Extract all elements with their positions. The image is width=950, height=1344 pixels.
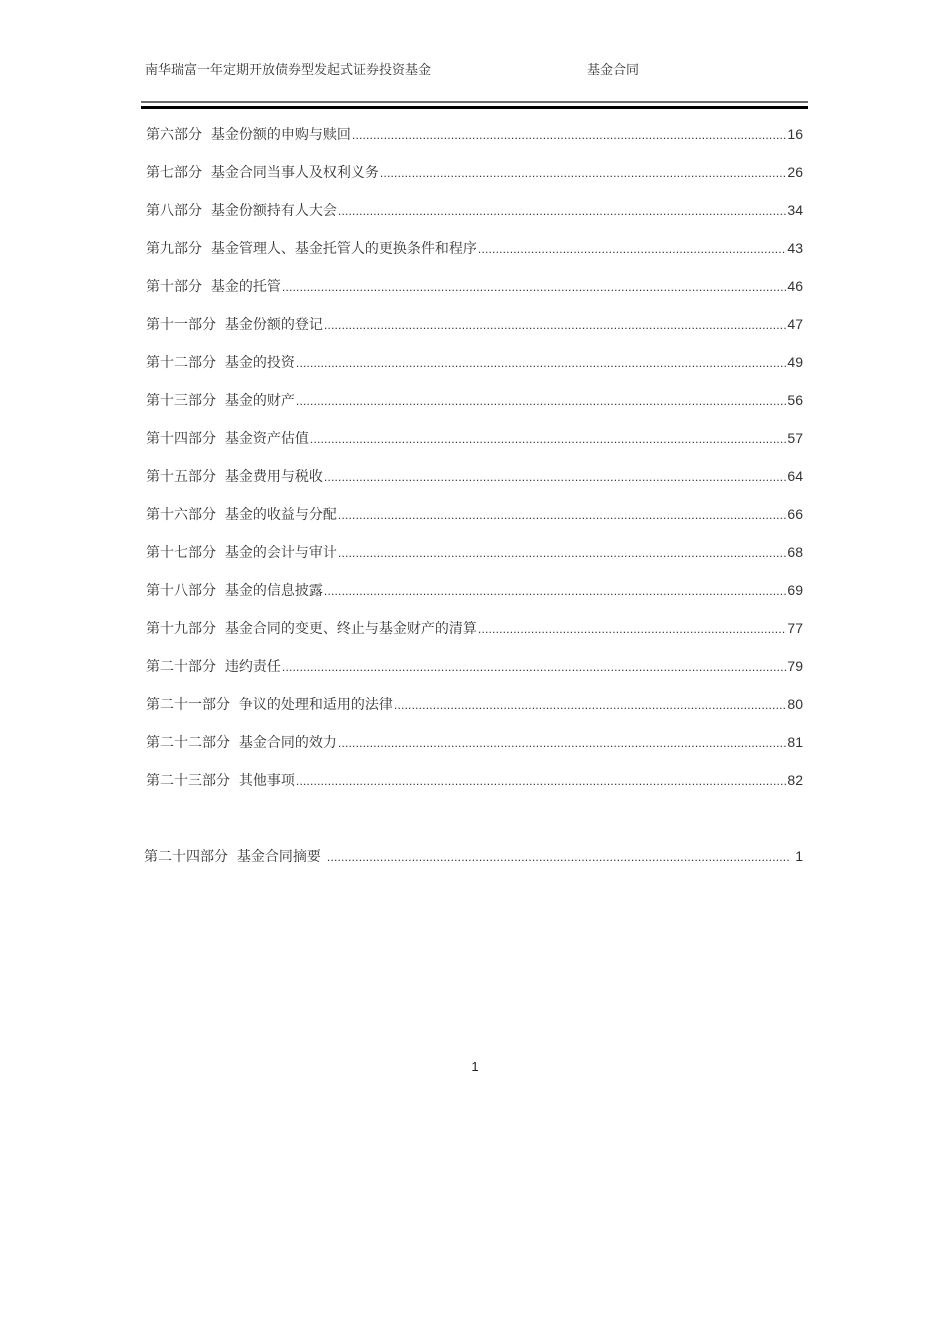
toc-leader-dots <box>324 584 787 598</box>
toc-entry-name: 基金的收益与分配 <box>224 507 337 523</box>
toc-entry-page: 82 <box>787 772 803 788</box>
toc-entry[interactable] <box>146 390 803 428</box>
toc-entry-name: 其他事项 <box>238 773 295 789</box>
toc-entry-title <box>146 770 295 790</box>
toc-entry[interactable] <box>146 542 803 580</box>
toc-entry-part: 第七部分 <box>146 165 202 181</box>
toc-entry-name: 基金合同摘要 <box>236 849 321 865</box>
toc-leader-dots <box>310 432 787 446</box>
toc-entry-page: 56 <box>787 392 803 408</box>
toc-entry-title <box>146 504 337 524</box>
toc-entry-title <box>146 200 337 220</box>
toc-entry[interactable] <box>146 352 803 390</box>
toc-entry[interactable] <box>146 238 803 276</box>
toc-entry-page: 43 <box>787 240 803 256</box>
toc-entry[interactable] <box>146 770 803 808</box>
toc-entry[interactable] <box>146 504 803 542</box>
toc-leader-dots <box>338 546 787 560</box>
toc-entry-page: 69 <box>787 582 803 598</box>
toc-entry-part: 第二十二部分 <box>146 735 230 751</box>
toc-entry-title <box>146 580 323 600</box>
toc-leader-dots <box>324 318 787 332</box>
toc-entry-title <box>146 238 477 258</box>
toc-leader-dots <box>394 698 787 712</box>
toc-entry-name: 基金合同的效力 <box>238 735 337 751</box>
toc-entry-name: 基金的会计与审计 <box>224 545 337 561</box>
toc-leader-dots <box>282 660 787 674</box>
toc-entry[interactable] <box>146 656 803 694</box>
toc-entry-title <box>146 314 323 334</box>
toc-entry-name: 基金资产估值 <box>224 431 309 447</box>
toc-entry[interactable] <box>146 162 803 200</box>
toc-entry-page: 77 <box>787 620 803 636</box>
toc-entry-part: 第十四部分 <box>146 431 216 447</box>
toc-entry[interactable] <box>146 466 803 504</box>
toc-entry[interactable] <box>146 580 803 618</box>
toc-leader-dots <box>282 280 787 294</box>
toc-entry-part: 第二十部分 <box>146 659 216 675</box>
toc-leader-dots <box>338 204 787 218</box>
toc-entry-title <box>146 542 337 562</box>
toc-entry[interactable] <box>146 618 803 656</box>
toc-leader-dots <box>478 622 787 636</box>
toc-entry-page: 26 <box>787 164 803 180</box>
toc-entry-part: 第二十三部分 <box>146 773 230 789</box>
toc-leader-dots <box>324 470 787 484</box>
header-section-label: 基金合同 <box>587 63 640 78</box>
toc-entry-title <box>146 694 393 714</box>
toc-entry-page: 81 <box>787 734 803 750</box>
toc-entry-part: 第十三部分 <box>146 393 216 409</box>
toc-entry-name: 争议的处理和适用的法律 <box>238 697 393 713</box>
toc-entry-part: 第十二部分 <box>146 355 216 371</box>
toc-entry-part: 第九部分 <box>146 241 202 257</box>
toc-entry-page: 47 <box>787 316 803 332</box>
page-number: 1 <box>471 1059 479 1074</box>
toc-entry-name: 基金的财产 <box>224 393 295 409</box>
toc-entry[interactable] <box>146 200 803 238</box>
toc-entry-page: 1 <box>795 848 803 864</box>
toc-entry-name: 基金份额的申购与赎回 <box>210 127 351 143</box>
toc-leader-dots <box>478 242 787 256</box>
toc-leader-dots <box>296 356 787 370</box>
toc-entry-part: 第十六部分 <box>146 507 216 523</box>
toc-entry-page: 34 <box>787 202 803 218</box>
toc-entry-title <box>146 390 295 410</box>
toc-entry[interactable] <box>146 124 803 162</box>
toc-entry-part: 第八部分 <box>146 203 202 219</box>
toc-entry-part: 第二十一部分 <box>146 697 230 713</box>
toc-entry-part: 第十一部分 <box>146 317 216 333</box>
toc-leader-dots <box>352 128 787 142</box>
toc-entry-name: 基金的信息披露 <box>224 583 323 599</box>
toc-entry-part: 第十八部分 <box>146 583 216 599</box>
header-document-title: 南华瑞富一年定期开放债券型发起式证券投资基金 <box>145 63 432 78</box>
toc-leader-dots <box>380 166 787 180</box>
toc-entry-part: 第十九部分 <box>146 621 216 637</box>
toc-entry-part: 第二十四部分 <box>144 849 228 865</box>
toc-entry-name: 基金份额持有人大会 <box>210 203 337 219</box>
toc-entry[interactable] <box>146 314 803 352</box>
toc-entry-page: 57 <box>787 430 803 446</box>
toc-entry-page: 16 <box>787 126 803 142</box>
toc-entry-title <box>146 162 379 182</box>
toc-entry-title <box>146 276 281 296</box>
toc-entry-page: 64 <box>787 468 803 484</box>
toc-entry-page: 49 <box>787 354 803 370</box>
toc-leader-dots <box>296 774 787 788</box>
toc-entry-title <box>146 732 337 752</box>
toc-entry-page: 66 <box>787 506 803 522</box>
toc-entry-title <box>146 124 351 144</box>
toc-entry-page: 46 <box>787 278 803 294</box>
toc-entry[interactable] <box>144 846 803 870</box>
toc-entry-part: 第十部分 <box>146 279 202 295</box>
toc-leader-dots <box>338 508 787 522</box>
toc-entry-title <box>144 846 321 866</box>
header-rule-thin <box>141 101 808 103</box>
toc-entry-name: 违约责任 <box>224 659 281 675</box>
toc-entry-page: 79 <box>787 658 803 674</box>
toc-leader-dots <box>338 736 787 750</box>
toc-entry[interactable] <box>146 276 803 314</box>
toc-extra-entry-container <box>144 846 803 870</box>
toc-entry-title <box>146 428 309 448</box>
table-of-contents <box>146 124 803 808</box>
toc-entry-title <box>146 618 477 638</box>
toc-entry-page: 68 <box>787 544 803 560</box>
toc-entry-title <box>146 656 281 676</box>
toc-entry[interactable] <box>146 732 803 770</box>
toc-entry-name: 基金合同的变更、终止与基金财产的清算 <box>224 621 477 637</box>
toc-entry-part: 第十七部分 <box>146 545 216 561</box>
toc-entry-name: 基金份额的登记 <box>224 317 323 333</box>
toc-entry-page: 80 <box>787 696 803 712</box>
toc-entry[interactable] <box>146 694 803 732</box>
toc-entry-name: 基金合同当事人及权利义务 <box>210 165 379 181</box>
toc-entry-name: 基金管理人、基金托管人的更换条件和程序 <box>210 241 477 257</box>
toc-entry-title <box>146 466 323 486</box>
toc-leader-dots <box>296 394 787 408</box>
toc-leader-dots <box>327 850 791 864</box>
toc-entry-name: 基金的投资 <box>224 355 295 371</box>
header-rule-thick <box>141 106 808 109</box>
toc-entry-title <box>146 352 295 372</box>
toc-entry[interactable] <box>146 428 803 466</box>
toc-entry-part: 第十五部分 <box>146 469 216 485</box>
toc-entry-part: 第六部分 <box>146 127 202 143</box>
toc-entry-name: 基金费用与税收 <box>224 469 323 485</box>
toc-entry-name: 基金的托管 <box>210 279 281 295</box>
